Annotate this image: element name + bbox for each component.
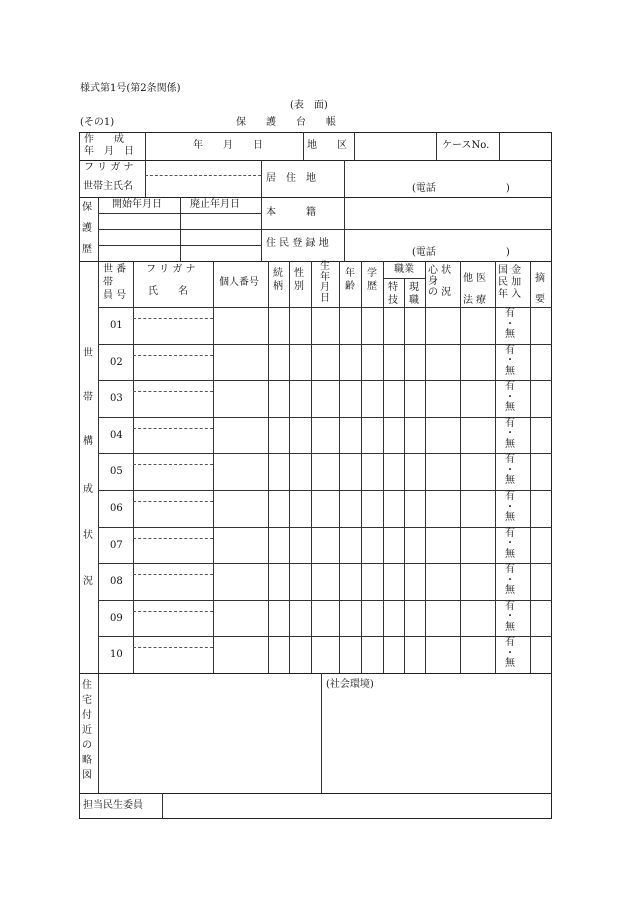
household-side-3: 構 [83,436,93,447]
district-label: 地 区 [307,140,347,151]
start-date-label: 開始年月日 [112,199,162,210]
row-furigana-divider [133,318,213,319]
map-area[interactable] [102,677,317,790]
district-field[interactable] [358,141,432,153]
row-furigana-divider [133,501,213,502]
h-sex: 性 別 [294,268,304,292]
h-mind-body: 心 状 身 の 況 [428,265,452,298]
household-side-1: 世 [83,348,93,359]
row-number: 09 [110,612,123,624]
row-name-field[interactable] [137,395,209,411]
row-separator [98,527,552,528]
created-label-top: 作 成 [84,134,124,145]
h-age: 年 齢 [345,268,355,292]
row-pension-choice[interactable]: 有 ・ 無 [505,600,515,633]
row-name-field[interactable] [137,651,209,667]
furigana-label: フ リ ガ ナ [84,162,134,173]
commissioner-field[interactable] [166,797,546,815]
household-side-4: 成 [83,484,93,495]
household-side-2: 帯 [83,392,93,403]
row-number: 02 [110,356,123,368]
h-name: 氏 名 [148,286,188,297]
h-occupation: 職業 [394,264,414,275]
hogo-char-1: 保 [82,202,92,213]
row-name-field[interactable] [137,322,209,338]
row-number: 10 [110,649,123,661]
hogo-char-2: 護 [82,223,92,234]
head-name-label: 世帯主氏名 [83,181,133,192]
row-pension-choice[interactable]: 有 ・ 無 [505,491,515,523]
household-side-6: 況 [83,576,93,587]
row-separator [98,344,552,345]
created-date-field[interactable]: 年 月 日 [193,140,263,151]
h-current-job: 現 職 [409,282,419,306]
row-number: 08 [110,576,123,588]
row-furigana-divider [133,464,213,465]
map-label: 住 宅 付 近 の 略 図 [82,680,92,781]
row-name-field[interactable] [137,468,209,484]
row-furigana-divider [133,428,213,429]
h-other-medical: 他 医 法 療 [463,273,487,306]
h-furigana: フ リ ガ ナ [146,264,196,275]
honseki-label: 本 籍 [266,207,316,218]
row-pension-choice[interactable]: 有 ・ 無 [505,454,515,487]
h-skill: 特 技 [388,282,398,306]
h-household-no-c: 員 号 [103,290,127,301]
row-separator [98,453,552,454]
row-name-field[interactable] [137,542,209,558]
row-furigana-divider [133,355,213,356]
row-name-field[interactable] [137,505,209,521]
case-number-field[interactable] [503,141,547,153]
row-furigana-divider [133,538,213,539]
row-number: 04 [110,429,123,441]
row-number: 05 [110,466,123,478]
h-education: 学 歴 [367,268,377,292]
form-id: 様式第1号(第2条関係) [80,83,181,94]
head-name-field[interactable] [149,180,257,194]
row-furigana-divider [133,647,213,648]
row-name-field[interactable] [137,432,209,448]
row-name-field[interactable] [137,578,209,594]
form-side-label: (表 面) [290,100,328,111]
social-environment-label: (社会環境) [326,679,374,690]
h-pension: 国 金 民 加 年 入 [498,265,522,300]
row-name-field[interactable] [137,359,209,375]
created-label-bottom: 年 月 日 [84,146,134,157]
row-pension-choice[interactable]: 有 ・ 無 [505,527,515,560]
h-household-no-b: 帯 [103,277,113,288]
h-relation: 続 柄 [273,268,283,292]
row-separator [98,490,552,491]
row-separator [98,417,552,418]
jumin-label: 住 民 登 録 地 [266,238,329,249]
hogo-char-3: 歴 [82,244,92,255]
row-pension-choice[interactable]: 有 ・ 無 [505,564,515,597]
case-number-label: ケースNo. [442,140,490,151]
page-title: 保 護 台 帳 [236,117,336,128]
commissioner-label: 担当民生委員 [83,800,143,811]
jumin-phone[interactable]: (電話 ) [412,247,510,258]
row-number: 03 [110,393,123,405]
form-sub-label: (その1) [80,117,115,128]
h-birthdate: 生 年 月 日 [320,261,330,304]
honseki-field[interactable] [348,205,548,221]
h-individual-number: 個人番号 [219,277,259,288]
row-number: 06 [110,503,123,514]
h-household-no-a: 世 番 [103,264,127,275]
row-number: 07 [110,539,123,551]
row-furigana-divider [133,611,213,612]
h-remarks: 摘 要 [535,273,545,305]
row-number: 01 [110,320,123,331]
row-furigana-divider [133,391,213,392]
row-pension-choice[interactable]: 有 ・ 無 [505,344,515,377]
row-pension-choice[interactable]: 有 ・ 無 [505,637,515,670]
row-furigana-divider [133,574,213,575]
row-separator [98,380,552,381]
household-side-5: 状 [83,530,93,541]
row-separator [98,563,552,564]
row-name-field[interactable] [137,615,209,631]
end-date-label: 廃止年月日 [190,199,240,210]
row-pension-choice[interactable]: 有 ・ 無 [505,417,515,450]
row-separator [98,636,552,637]
residence-phone[interactable]: (電話 ) [412,183,510,194]
row-pension-choice[interactable]: 有 ・ 無 [505,308,515,340]
row-pension-choice[interactable]: 有 ・ 無 [505,381,515,414]
row-separator [98,600,552,601]
residence-label: 居 住 地 [266,173,316,184]
